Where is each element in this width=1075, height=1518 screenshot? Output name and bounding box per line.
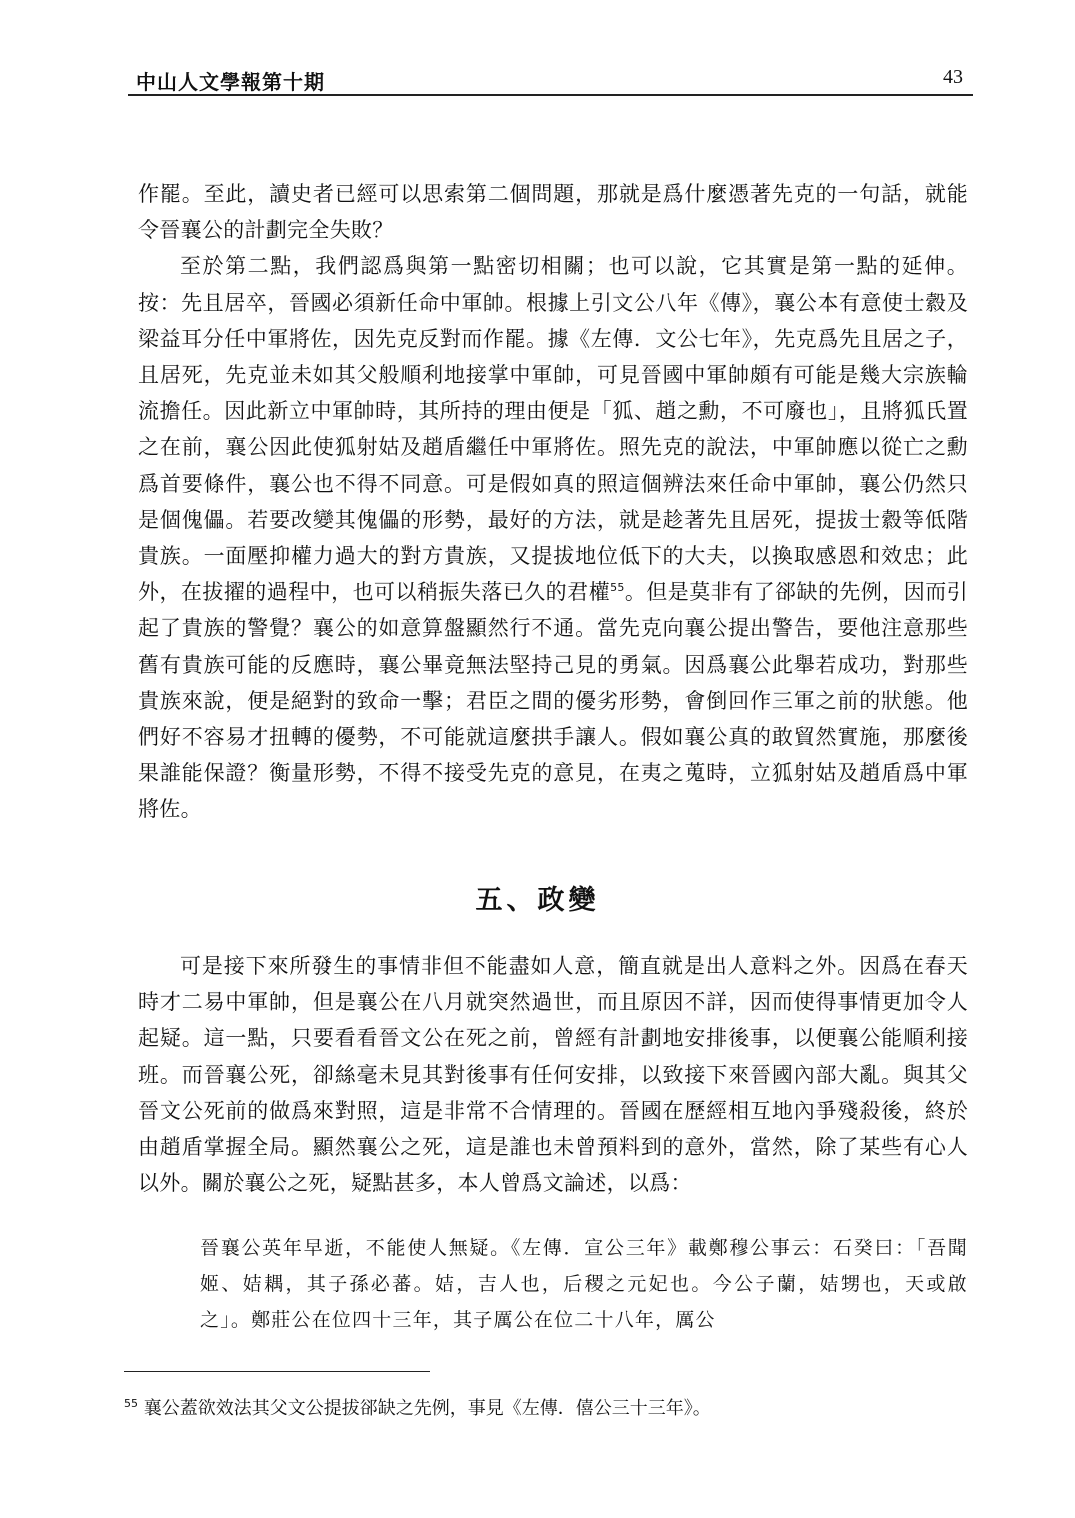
footnote-divider: [124, 1371, 430, 1372]
journal-title: 中山人文學報第十期: [136, 70, 325, 94]
footnote-number: 55: [124, 1397, 138, 1410]
paragraph-second-point: [138, 248, 968, 827]
footnote: [124, 1394, 711, 1420]
running-header: [128, 62, 973, 96]
paragraph-text: 至於第二點，我們認爲與第一點密切相關；也可以說，它其實是第一點的延伸。按：先且居卒，晉國必須新任命中軍帥。根據上引文公八年《傳》，襄公本有意使士縠及梁益耳分任中軍將佐，因先克反對而作罷。據《左傳．文公七年》，先克爲先且居之子，且居死，先克並未如其父般順利地接掌中軍帥，可見晉國中軍帥頗有可能是幾大宗族輪流擔任。因此新立中軍帥時，其所持的理由便是「狐、趙之勳，不可廢也」，且將狐氏置之在前，襄公因此使狐射姑及趙盾繼任中軍將佐。照先克的說法，中軍帥應以從亡之勳爲首要條件，襄公也不得不同意。可是假如真的照這個辨法來任命中軍帥，襄公仍然只是個傀儡。若要改變其傀儡的形勢，最好的方法，就是趁著先且居死，提拔士縠等低階貴族。一面壓抑權力過大的對方貴族，又提拔地位低下的大夫，以換取感恩和效忠；此外，在拔擢的過程中，也可以稍振失落已久的君權: [138, 254, 968, 605]
block-quote: 晉襄公英年早逝，不能使人無疑。《左傳．宣公三年》載鄭穆公事云：石癸曰：「吾聞姬、姞耦，其子孫必蕃。姞，吉人也，后稷之元妃也。今公子蘭，姞甥也，天或啟之」。鄭莊公在位四十三年，其子厲公在位二十八年，厲公: [200, 1237, 968, 1331]
section-heading: 五、政變: [475, 885, 600, 916]
paragraph-coup: 可是接下來所發生的事情非但不能盡如人意，簡直就是出人意料之外。因爲在春天時才二易中軍帥，但是襄公在八月就突然過世，而且原因不詳，因而使得事情更加令人起疑。這一點，只要看看晉文公在死之前，曾經有計劃地安排後事，以便襄公能順利接班。而晉襄公死，卻絲毫未見其對後事有任何安排，以致接下來晉國內部大亂。與其父晉文公死前的做爲來對照，這是非常不合情理的。晉國在歷經相互地內爭殘殺後，終於由趙盾掌握全局。顯然襄公之死，這是誰也未曾預料到的意外，當然，除了某些有心人以外。關於襄公之死，疑點甚多，本人曾爲文論述，以爲：: [138, 954, 968, 1196]
footnote-ref-55[interactable]: 55: [610, 581, 625, 595]
paragraph-continuation: 作罷。至此，讀史者已經可以思索第二個問題，那就是爲什麼憑著先克的一句話，就能令晉襄公的計劃完全失敗？: [138, 182, 968, 243]
section-four-text: [138, 176, 968, 828]
footnote-text: 襄公蓋欲效法其父文公提拔郤缺之先例，事見《左傳．僖公三十三年》。: [143, 1398, 711, 1419]
page-number: 43: [943, 66, 963, 88]
paragraph-text: 。但是莫非有了郤缺的先例，因而引起了貴族的警覺？襄公的如意算盤顯然行不通。當先克向襄公提出警告，要他注意那些舊有貴族可能的反應時，襄公畢竟無法堅持己見的勇氣。因爲襄公此舉若成功，對那些貴族來說，便是絕對的致命一擊；君臣之間的優劣形勢，會倒回作三軍之前的狀態。他們好不容易才扭轉的優勢，不可能就這麼拱手讓人。假如襄公真的敢貿然實施，那麼後果誰能保證？衡量形勢，不得不接受先克的意見，在夷之蒐時，立狐射姑及趙盾爲中軍將佐。: [138, 580, 968, 822]
section-five-text: [138, 948, 968, 1201]
